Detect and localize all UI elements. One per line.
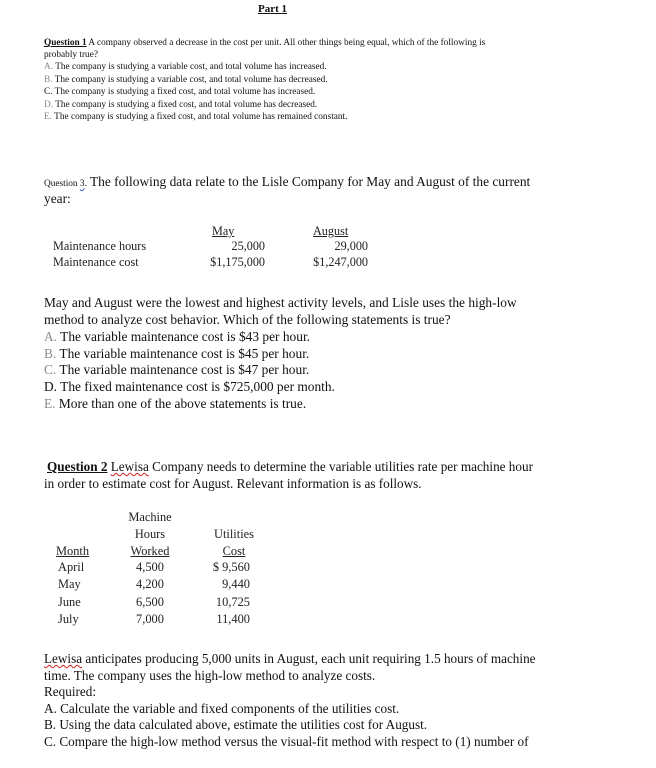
- question-3-stem-line1: Question 3. The following data relate to the Lisle Company for May and August of the current: [44, 174, 531, 189]
- question-2-para-line1: Lewisa anticipates producing 5,000 units in August, each unit requiring 1.5 hours of machine: [44, 651, 536, 666]
- table-cell-month: June: [58, 595, 81, 609]
- question-1-option-d: D. The company is studying a fixed cost, and total volume has decreased.: [44, 99, 318, 110]
- question-1-option-a: A. The company is studying a variable cost, and total volume has increased.: [44, 62, 327, 72]
- question-1-stem-line1: Question 1 A company observed a decrease in the cost per unit. All other things being equal, which of the following is: [44, 38, 486, 48]
- company-name: Lewisa: [110, 459, 149, 474]
- table-cell-hours: 4,200: [136, 577, 164, 591]
- question-3-option-a: A. The variable maintenance cost is $43 per hour.: [44, 329, 311, 344]
- table-header-august: August: [313, 224, 349, 238]
- table-cell: 29,000: [334, 239, 368, 253]
- table-cell-cost: $ 9,560: [212, 560, 250, 574]
- table-cell-cost: 10,725: [215, 595, 250, 609]
- table-header-hours: Hours: [134, 527, 166, 541]
- table-row-label: Maintenance cost: [53, 255, 139, 269]
- table-cell-month: April: [58, 560, 85, 574]
- table-header-may: May: [212, 224, 235, 238]
- question-2-stem-line2: in order to estimate cost for August. Relevant information is as follows.: [44, 476, 422, 491]
- question-1-option-e: E. The company is studying a fixed cost, and total volume has remained constant.: [44, 112, 348, 122]
- question-1-label: Question 1: [44, 38, 87, 48]
- table-cell-hours: 4,500: [136, 560, 164, 574]
- table-header-cost: Cost: [222, 544, 246, 558]
- requirement-a: A. Calculate the variable and fixed components of the utilities cost.: [44, 701, 400, 716]
- table-cell-month: July: [58, 612, 79, 626]
- question-3-option-e: E. More than one of the above statements is true.: [44, 396, 307, 411]
- table-cell-cost: 9,440: [222, 577, 250, 591]
- table-cell: $1,247,000: [313, 255, 368, 269]
- question-2-para-line2: time. The company uses the high-low method to analyze costs.: [44, 668, 376, 683]
- table-cell-hours: 7,000: [136, 612, 164, 626]
- question-3-stem-line2: year:: [44, 191, 71, 206]
- question-1-stem-line2: probably true?: [44, 50, 98, 60]
- table-header-utilities: Utilities: [214, 527, 254, 541]
- table-row-label: Maintenance hours: [53, 239, 147, 253]
- question-3-option-c: C. The variable maintenance cost is $47 per hour.: [44, 362, 310, 377]
- question-3-body-line2: method to analyze cost behavior. Which of the following statements is true?: [44, 312, 451, 327]
- table-cell: $1,175,000: [210, 255, 265, 269]
- part-title: Part 1: [258, 3, 288, 15]
- requirement-b: B. Using the data calculated above, estimate the utilities cost for August.: [44, 717, 428, 732]
- table-header-month: Month: [56, 544, 90, 558]
- question-3-label: Question 3.: [44, 179, 87, 189]
- question-3-option-b: B. The variable maintenance cost is $45 per hour.: [44, 346, 310, 361]
- question-3-body-line1: May and August were the lowest and highest activity levels, and Lisle uses the high-low: [44, 295, 517, 310]
- question-1-option-c: C. The company is studying a fixed cost, and total volume has increased.: [44, 87, 316, 97]
- question-3-option-d: D. The fixed maintenance cost is $725,000 per month.: [44, 379, 335, 394]
- table-cell-hours: 6,500: [136, 595, 164, 609]
- table-cell-cost: 11,400: [216, 612, 250, 626]
- table-cell-month: May: [58, 577, 81, 591]
- question-2-stem-line1: Question 2 Lewisa Company needs to determine the variable utilities rate per machine hour: [47, 459, 533, 474]
- required-heading: Required:: [44, 684, 97, 699]
- question-2-label: Question 2: [47, 459, 108, 474]
- table-cell: 25,000: [231, 239, 265, 253]
- table-header-worked: Worked: [130, 544, 170, 558]
- question-1-option-b: B. The company is studying a variable cost, and total volume has decreased.: [44, 74, 328, 85]
- requirement-c: C. Compare the high-low method versus the visual-fit method with respect to (1) number of: [44, 734, 529, 749]
- company-name: Lewisa: [44, 651, 83, 666]
- table-header-machine: Machine: [128, 510, 172, 524]
